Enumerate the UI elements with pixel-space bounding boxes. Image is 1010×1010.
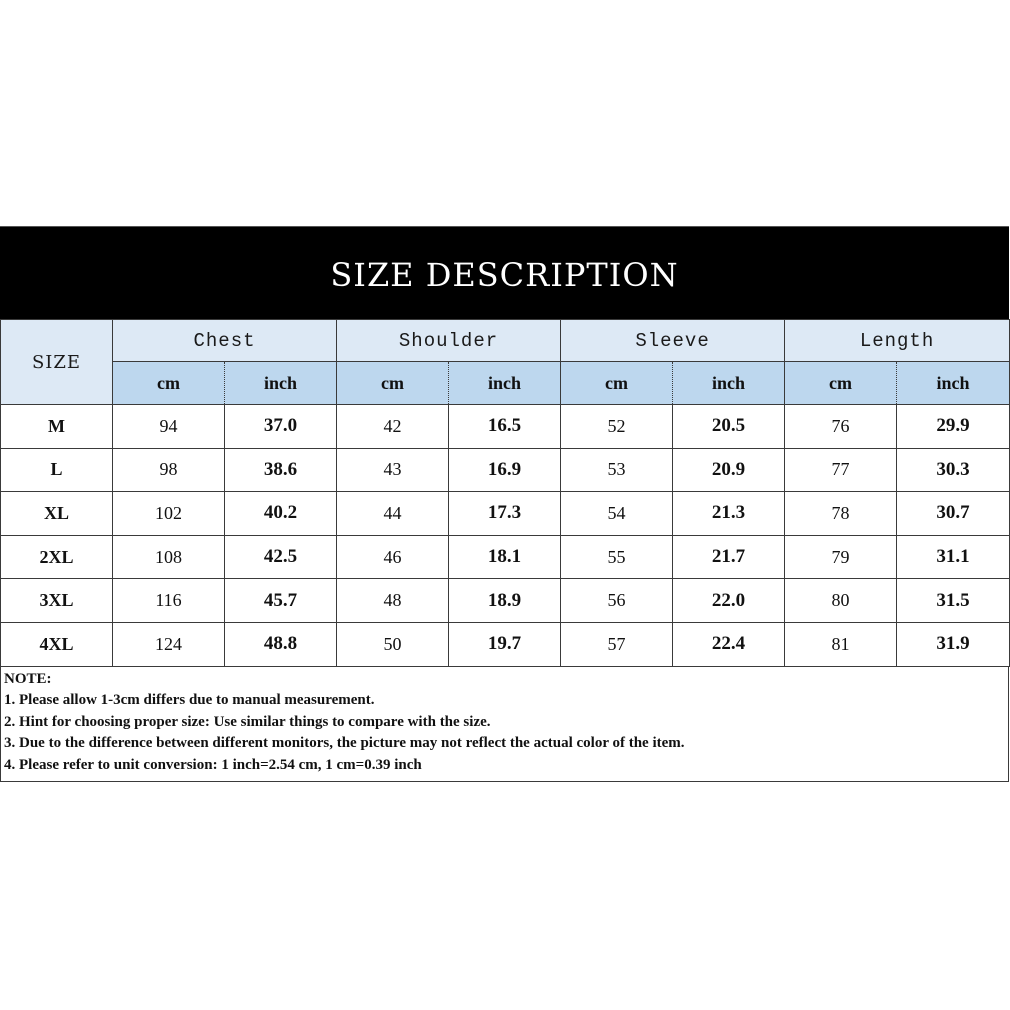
size-label: 3XL xyxy=(1,579,113,623)
chest-inch: 42.5 xyxy=(225,535,337,579)
note-item: 2. Hint for choosing proper size: Use similar things to compare with the size. xyxy=(4,713,491,730)
size-chart xyxy=(0,226,1009,782)
length-inch: 30.3 xyxy=(897,448,1010,492)
chest-cm: 102 xyxy=(113,492,225,536)
sleeve-cm: 55 xyxy=(561,535,673,579)
sleeve-cm: 53 xyxy=(561,448,673,492)
sleeve-inch: 20.9 xyxy=(673,448,785,492)
shoulder-cm: 46 xyxy=(337,535,449,579)
shoulder-inch: 18.9 xyxy=(449,579,561,623)
length-inch: 30.7 xyxy=(897,492,1010,536)
table-row xyxy=(1,492,1010,536)
length-cm: 76 xyxy=(785,405,897,449)
sleeve-header: Sleeve xyxy=(561,320,785,362)
shoulder-cm: 43 xyxy=(337,448,449,492)
note-item: 3. Due to the difference between different monitors, the picture may not reflect the actual color of the item. xyxy=(4,735,685,752)
notes-heading: NOTE: xyxy=(4,670,52,687)
length-inch: 31.9 xyxy=(897,622,1010,666)
shoulder-inch: 16.9 xyxy=(449,448,561,492)
shoulder-cm: 50 xyxy=(337,622,449,666)
table-row xyxy=(1,405,1010,449)
sleeve-cm: 56 xyxy=(561,579,673,623)
chart-title: SIZE DESCRIPTION xyxy=(0,226,1009,319)
size-label: XL xyxy=(1,492,113,536)
sleeve-inch: 22.0 xyxy=(673,579,785,623)
length-cm: 79 xyxy=(785,535,897,579)
note-item: 4. Please refer to unit conversion: 1 inch=2.54 cm, 1 cm=0.39 inch xyxy=(4,756,422,773)
size-label: M xyxy=(1,405,113,449)
size-label: L xyxy=(1,448,113,492)
chest-inch: 37.0 xyxy=(225,405,337,449)
sleeve-inch: 20.5 xyxy=(673,405,785,449)
chest-cm-header: cm xyxy=(113,362,225,405)
sleeve-cm: 54 xyxy=(561,492,673,536)
shoulder-inch: 16.5 xyxy=(449,405,561,449)
unit-header-row xyxy=(1,362,1010,405)
shoulder-inch: 19.7 xyxy=(449,622,561,666)
shoulder-inch: 17.3 xyxy=(449,492,561,536)
table-row xyxy=(1,535,1010,579)
size-label: 2XL xyxy=(1,535,113,579)
sleeve-inch: 21.7 xyxy=(673,535,785,579)
table-row xyxy=(1,579,1010,623)
chest-cm: 94 xyxy=(113,405,225,449)
chest-cm: 108 xyxy=(113,535,225,579)
chest-inch: 38.6 xyxy=(225,448,337,492)
chest-inch: 45.7 xyxy=(225,579,337,623)
chest-cm: 116 xyxy=(113,579,225,623)
length-cm: 80 xyxy=(785,579,897,623)
chest-cm: 124 xyxy=(113,622,225,666)
sleeve-cm: 57 xyxy=(561,622,673,666)
shoulder-cm-header: cm xyxy=(337,362,449,405)
length-cm-header: cm xyxy=(785,362,897,405)
shoulder-cm: 42 xyxy=(337,405,449,449)
table-row xyxy=(1,448,1010,492)
sleeve-inch-header: inch xyxy=(673,362,785,405)
length-cm: 78 xyxy=(785,492,897,536)
sleeve-inch: 21.3 xyxy=(673,492,785,536)
chest-inch: 48.8 xyxy=(225,622,337,666)
shoulder-cm: 44 xyxy=(337,492,449,536)
table-row xyxy=(1,622,1010,666)
notes-section xyxy=(0,667,1009,782)
note-item: 1. Please allow 1-3cm differs due to manual measurement. xyxy=(4,692,375,709)
length-inch: 31.1 xyxy=(897,535,1010,579)
length-header: Length xyxy=(785,320,1010,362)
chest-header: Chest xyxy=(113,320,337,362)
size-table xyxy=(0,319,1010,667)
length-cm: 81 xyxy=(785,622,897,666)
chest-inch: 40.2 xyxy=(225,492,337,536)
shoulder-inch: 18.1 xyxy=(449,535,561,579)
length-inch: 29.9 xyxy=(897,405,1010,449)
length-inch-header: inch xyxy=(897,362,1010,405)
chest-cm: 98 xyxy=(113,448,225,492)
sleeve-cm: 52 xyxy=(561,405,673,449)
sleeve-inch: 22.4 xyxy=(673,622,785,666)
shoulder-cm: 48 xyxy=(337,579,449,623)
size-column-header: SIZE xyxy=(1,320,113,405)
chest-inch-header: inch xyxy=(225,362,337,405)
length-cm: 77 xyxy=(785,448,897,492)
sleeve-cm-header: cm xyxy=(561,362,673,405)
length-inch: 31.5 xyxy=(897,579,1010,623)
shoulder-inch-header: inch xyxy=(449,362,561,405)
size-label: 4XL xyxy=(1,622,113,666)
shoulder-header: Shoulder xyxy=(337,320,561,362)
group-header-row xyxy=(1,320,1010,362)
